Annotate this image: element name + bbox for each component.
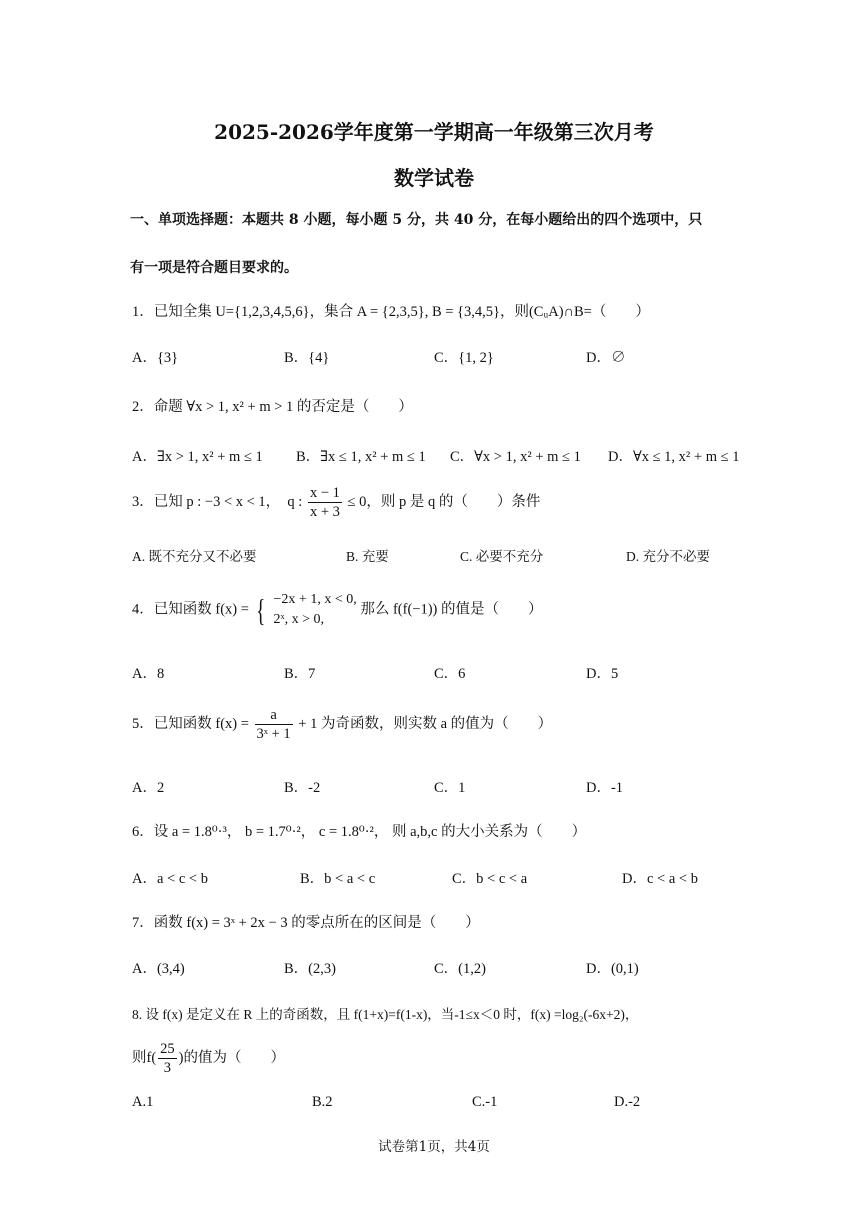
question-5-stem-pre: 5．已知函数 f(x) = xyxy=(132,715,249,732)
question-7-option-a: A．(3,4) xyxy=(132,961,185,977)
question-3-stem-pre: 3．已知 p : −3 < x < 1， q : xyxy=(132,493,303,510)
question-4-stem xyxy=(132,590,543,630)
page-footer: 试卷第1页，共4页 xyxy=(378,1139,490,1155)
question-6-option-d: D．c < a < b xyxy=(622,871,698,887)
question-8-option-c: C.-1 xyxy=(472,1094,498,1110)
question-3-denominator: x + 3 xyxy=(309,504,340,520)
question-1-option-c: C．{1, 2} xyxy=(434,350,494,366)
question-7-option-d: D．(0,1) xyxy=(586,961,639,977)
question-8-option-d: D.-2 xyxy=(614,1094,641,1110)
question-4-stem-pre: 4．已知函数 f(x) = xyxy=(132,601,249,618)
question-3-stem xyxy=(132,484,540,521)
question-5-option-b: B．-2 xyxy=(284,780,321,796)
question-3-fraction xyxy=(308,484,342,521)
question-5-stem xyxy=(132,706,552,743)
question-6-option-b: B．b < a < c xyxy=(300,871,376,887)
question-5-stem-post: + 1 为奇函数，则实数 a 的值为（ ） xyxy=(298,715,553,732)
question-7-option-b: B．(2,3) xyxy=(284,961,336,977)
question-3-option-c: C. 必要不充分 xyxy=(460,549,544,564)
question-7-stem: 7．函数 f(x) = 3ˣ + 2x − 3 的零点所在的区间是（ ） xyxy=(132,915,480,931)
question-1-option-b: B．{4} xyxy=(284,350,330,366)
question-4-option-d: D．5 xyxy=(586,666,619,682)
question-2-option-c: C．∀x > 1, x² + m ≤ 1 xyxy=(450,449,581,465)
question-3-stem-post: ≤ 0，则 p 是 q 的（ ）条件 xyxy=(347,493,541,510)
question-8-denominator: 3 xyxy=(163,1060,172,1076)
question-1-option-d: D．∅ xyxy=(586,350,626,366)
question-2-option-a: A．∃x > 1, x² + m ≤ 1 xyxy=(132,449,263,465)
question-7-option-c: C．(1,2) xyxy=(434,961,486,977)
question-8-stem-line1: 8. 设 f(x) 是定义在 R 上的奇函数，且 f(1+x)=f(1-x)，当-1≤x＜0 时，f(x) =log₂(-6x+2)， xyxy=(132,1007,639,1022)
question-3-option-d: D. 充分不必要 xyxy=(626,549,710,564)
question-5-option-a: A．2 xyxy=(132,780,165,796)
question-1-option-a: A．{3} xyxy=(132,350,179,366)
piecewise-brace: { xyxy=(255,592,265,628)
question-8-numerator: 25 xyxy=(160,1041,175,1057)
section-heading-line2: 有一项是符合题目要求的。 xyxy=(130,260,298,276)
question-8-option-a: A.1 xyxy=(132,1094,154,1110)
question-8-fraction xyxy=(158,1040,177,1077)
question-4-stem-post: 那么 f(f(−1)) 的值是（ ） xyxy=(360,601,543,618)
question-3-option-b: B. 充要 xyxy=(346,549,389,564)
question-4-option-a: A．8 xyxy=(132,666,165,682)
question-6-option-a: A．a < c < b xyxy=(132,871,208,887)
section-heading-line1: 一、单项选择题：本题共 8 小题，每小题 5 分，共 40 分，在每小题给出的四个选项中，只 xyxy=(130,212,703,228)
question-5-fraction xyxy=(255,706,293,743)
question-8-stem-line2 xyxy=(132,1040,285,1077)
question-2-option-b: B．∃x ≤ 1, x² + m ≤ 1 xyxy=(296,449,426,465)
question-4-cases xyxy=(274,590,357,630)
question-4-option-c: C．6 xyxy=(434,666,466,682)
question-6-stem: 6．设 a = 1.8⁰·³， b = 1.7⁰·²， c = 1.8⁰·²， 则 a,b,c 的大小关系为（ ） xyxy=(132,824,587,840)
question-6-option-c: C．b < c < a xyxy=(452,871,528,887)
question-5-denominator: 3ˣ + 1 xyxy=(256,726,291,742)
question-3-numerator: x − 1 xyxy=(309,485,340,501)
question-8-stem-pre: 则f( xyxy=(132,1049,157,1066)
question-5-option-d: D．-1 xyxy=(586,780,624,796)
exam-title: 2025-2026学年度第一学期高一年级第三次月考 xyxy=(214,120,654,144)
question-2-option-d: D．∀x ≤ 1, x² + m ≤ 1 xyxy=(608,449,740,465)
question-5-option-c: C．1 xyxy=(434,780,466,796)
question-3-option-a: A. 既不充分又不必要 xyxy=(132,549,257,564)
question-8-option-b: B.2 xyxy=(312,1094,333,1110)
question-4-case-1: −2x + 1, x < 0, xyxy=(273,592,357,607)
question-4-case-2: 2ˣ, x > 0, xyxy=(273,612,324,627)
question-8-stem-post: )的值为（ ） xyxy=(178,1049,285,1066)
exam-subtitle: 数学试卷 xyxy=(394,166,474,190)
question-4-option-b: B．7 xyxy=(284,666,316,682)
question-2-stem: 2．命题 ∀x > 1, x² + m > 1 的否定是（ ） xyxy=(132,399,413,415)
question-1-stem: 1．已知全集 U={1,2,3,4,5,6}，集合 A = {2,3,5}, B = {3,4,5}，则(CᵤA)∩B=（ ） xyxy=(132,304,650,320)
question-5-numerator: a xyxy=(255,706,293,725)
